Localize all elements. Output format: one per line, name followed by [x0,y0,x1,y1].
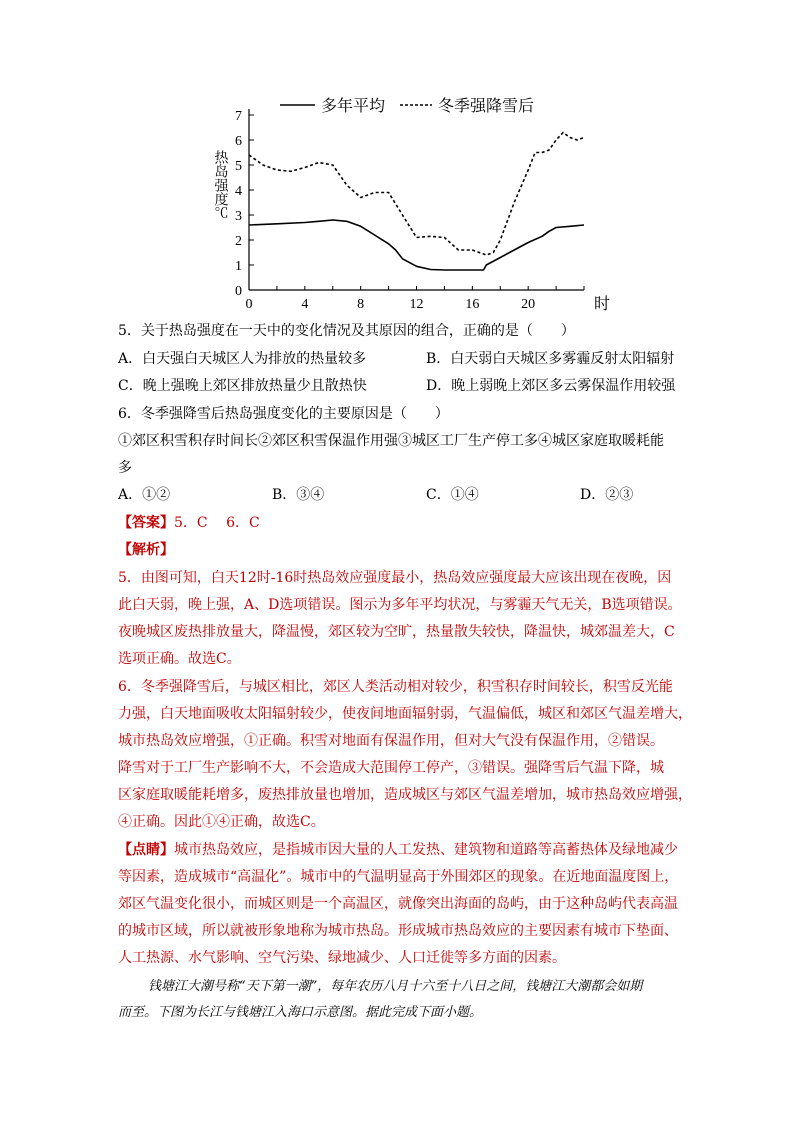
x-tick-label: 12 [409,297,424,312]
q5-option-d[interactable]: D．晚上弱晚上郊区多云雾保温作用较强 [426,378,676,394]
x-tick-label: 0 [245,297,253,312]
q6-option-b[interactable]: B．③④ [272,487,325,503]
x-tick-label: 4 [301,297,309,312]
dianjing-line-1 [118,837,678,863]
q6-stem: 6．冬季强降雪后热岛强度变化的主要原因是（ ） [118,406,449,422]
q5-option-c[interactable]: C．晚上强晚上郊区排放热量少且散热快 [118,378,367,394]
dianjing-line-2: 等因素，造成城市“高温化”。城市中的气温明显高于外围郊区的现象。在近地面温度图上， [118,869,679,885]
q5-option-a[interactable]: A．白天强白天城区人为排放的热量较多 [118,351,367,367]
exp6-line-1: 6．冬季强降雪后，与城区相比，郊区人类活动相对较少，积雪积存时间较长，积雪反光能 [118,679,673,695]
intro-line-2: 而至。下图为长江与钱塘江入海口示意图。据此完成下面小题。 [118,1005,483,1020]
q6-option-d[interactable]: D．②③ [580,487,634,503]
chart-svg [200,88,610,313]
exp5-line-4: 选项正确。故选C。 [118,651,241,667]
exp6-line-3: 城市热岛效应增强，①正确。积雪对地面有保温作用，但对大气没有保温作用，②错误。 [118,733,664,749]
y-tick-label: 4 [235,184,242,199]
q5-stem: 5．关于热岛强度在一天中的变化情况及其原因的组合，正确的是（ ） [118,323,575,339]
q6-items-line1: ①郊区积雪积存时间长②郊区积雪保温作用强③城区工厂生产停工多④城区家庭取暖耗能 [118,433,664,449]
q5-option-b[interactable]: B．白天弱白天城区多雾霾反射太阳辐射 [426,351,675,367]
exp6-line-6: ④正确。因此①④正确，故选C。 [118,814,325,830]
q6-items-line2: 多 [118,460,132,476]
exp5-line-1: 5．由图可知，白天12时-16时热岛效应强度最小，热岛效应强度最大应该出现在夜晚，因 [118,570,672,586]
x-axis-label: 时 [594,296,610,313]
exp5-line-3: 夜晚城区废热排放量大，降温慢，郊区较为空旷，热量散失较快，降温快，城郊温差大，C [118,624,675,640]
y-tick-label: 7 [235,109,242,124]
q6-option-c[interactable]: C．①④ [426,487,479,503]
series-line-average [249,220,584,270]
dianjing-line-4: 的城市区域，所以就被形象地称为城市热岛。形成城市热岛效应的主要因素有城市下垫面、 [118,923,678,939]
y-tick-label: 0 [235,284,242,299]
exp6-line-2: 力强，白天地面吸收太阳辐射较少，使夜间地面辐射弱，气温偏低，城区和郊区气温差增大， [118,706,692,722]
dianjing-tag: 【点睛】 [118,842,174,858]
answer-line [118,510,260,536]
intro-line-1: 钱塘江大潮号称“天下第一潮”，每年农历八月十六至十八日之间，钱塘江大潮都会如期 [148,979,643,994]
y-axis-label: 热岛强度℃ [212,150,228,220]
dianjing-line-5: 人工热源、水气影响、空气污染、绿地减少、人口迁徙等多方面的因素。 [118,950,566,966]
answer-text: 5．C 6．C [174,515,260,531]
heat-island-chart [200,88,610,313]
series-line-snow [249,133,584,256]
y-tick-label: 3 [235,209,242,224]
dianjing-text-1: 城市热岛效应，是指城市因大量的人工发热、建筑物和道路等高蓄热体及绿地减少 [174,842,678,858]
y-tick-label: 6 [235,134,242,149]
answer-tag: 【答案】 [118,515,174,531]
x-tick-label: 16 [465,297,480,312]
legend-label-series-2: 冬季强降雪后 [438,98,535,115]
legend-label-series-1: 多年平均 [321,98,386,115]
x-tick-label: 8 [357,297,365,312]
exp6-line-5: 区家庭取暖能耗增多，废热排放量也增加，造成城区与郊区气温差增加，城市热岛效应增强， [118,787,692,803]
dianjing-line-3: 郊区气温变化很小，而城区则是一个高温区，就像突出海面的岛屿，由于这种岛屿代表高温 [118,896,678,912]
y-tick-label: 5 [235,159,242,174]
y-tick-label: 2 [235,234,242,249]
analysis-tag: 【解析】 [118,542,174,558]
x-tick-label: 20 [521,297,536,312]
exp6-line-4: 降雪对于工厂生产影响不大，不会造成大范围停工停产，③错误。强降雪后气温下降，城 [118,760,664,776]
y-tick-label: 1 [235,259,242,274]
exp5-line-2: 此白天弱，晚上强，A、D选项错误。图示为多年平均状况，与雾霾天气无关，B选项错误。 [118,597,682,613]
q6-option-a[interactable]: A．①② [118,487,171,503]
